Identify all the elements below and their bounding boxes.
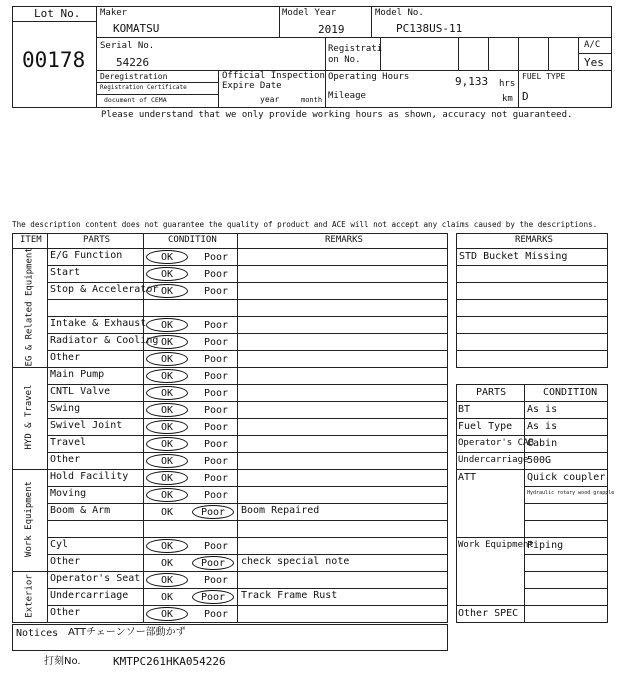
part-name: Other (50, 607, 81, 618)
right-part-name: Fuel Type (458, 421, 513, 432)
poor-option: Poor (204, 405, 229, 416)
right-part-name: Other SPEC (458, 608, 519, 619)
ok-option-selected: OK (146, 573, 188, 587)
group-label: HYD & Travel (24, 384, 34, 450)
ok-option-selected: OK (146, 284, 188, 298)
right-part-condition: Piping (527, 540, 564, 551)
table-row (47, 299, 448, 316)
stamp-label: 打刻No. (44, 656, 81, 667)
ok-option-selected: OK (146, 471, 188, 485)
part-name: Other (50, 352, 81, 363)
ok-option-selected: OK (146, 250, 188, 264)
inspection-label: Official Inspection Expire Date (222, 71, 325, 91)
operating-hours-label: Operating Hours (328, 72, 410, 82)
part-name: Radiator & Cooling (50, 335, 159, 346)
registration-label: Registrati on No. (328, 44, 383, 65)
right-part-name: Operator's CAB (458, 438, 534, 448)
mileage-label: Mileage (328, 91, 366, 101)
ok-option-selected: OK (146, 607, 188, 621)
registration-certificate-label: Registration Certificate (100, 84, 187, 91)
stamp-value: KMTPC261HKA054226 (113, 655, 226, 668)
right-part-name: BT (458, 404, 471, 415)
poor-option-selected: Poor (192, 590, 234, 604)
poor-option: Poor (204, 354, 229, 365)
maker-value: KOMATSU (113, 22, 160, 35)
ok-option-selected: OK (146, 318, 188, 332)
poor-option: Poor (204, 439, 229, 450)
part-name: Hold Facility (50, 471, 129, 482)
ok-option-selected: OK (146, 403, 188, 417)
part-name: Operator's Seat (50, 573, 141, 584)
part-name: Other (50, 454, 81, 465)
col-condition: CONDITION (168, 235, 217, 245)
part-name: Intake & Exhaust (50, 318, 147, 329)
group-label: EG & Related Equipment (24, 246, 34, 366)
poor-option: Poor (204, 337, 229, 348)
ok-option-selected: OK (146, 454, 188, 468)
poor-option: Poor (204, 286, 229, 297)
part-name: Swing (50, 403, 81, 414)
group-label: Work Equipment (24, 481, 34, 557)
part-name: Boom & Arm (50, 505, 111, 516)
part-name: Cyl (50, 539, 69, 550)
group-label: Exterior (24, 573, 34, 618)
month-label: month (301, 96, 323, 104)
year-label: year (260, 95, 280, 104)
part-name: Stop & Accelerator (50, 284, 159, 295)
ok-option-selected: OK (146, 420, 188, 434)
fuel-type-value: D (522, 90, 529, 103)
poor-option: Poor (204, 252, 229, 263)
col-parts-right: PARTS (476, 387, 507, 398)
right-part-condition: 500G (527, 455, 552, 466)
fuel-type-label: FUEL TYPE (522, 72, 566, 81)
maker-label: Maker (100, 8, 128, 18)
notices-label: Notices (16, 628, 59, 639)
remark-text: Track Frame Rust (241, 590, 338, 601)
table-row (47, 401, 448, 418)
col-remarks: REMARKS (325, 235, 363, 245)
right-part-condition: As is (527, 421, 558, 432)
table-row (47, 367, 448, 384)
ok-option-selected: OK (146, 539, 188, 553)
km-unit: km (502, 94, 513, 104)
col-condition-right: CONDITION (543, 387, 598, 398)
model-no-label: Model No. (375, 8, 424, 18)
table-row (47, 350, 448, 367)
ok-option-selected: OK (146, 352, 188, 366)
poor-option: Poor (204, 609, 229, 620)
ok-option-selected: OK (146, 386, 188, 400)
right-part-name: Undercarriage (458, 455, 529, 465)
part-name: Start (50, 267, 81, 278)
table-row (47, 486, 448, 503)
poor-option: Poor (204, 473, 229, 484)
cema-label: document of CEMA (104, 96, 167, 104)
notices-value: ATTチェーンソー部動かず (68, 627, 186, 638)
poor-option: Poor (204, 269, 229, 280)
table-row (47, 537, 448, 554)
table-row (47, 265, 448, 282)
remark-row: STD Bucket Missing (459, 251, 568, 262)
disclaimer: The description content does not guarantee the quality of product and ACE will not accept any claims caused by the descriptions. (12, 220, 598, 229)
right-part-name: Work Equipment (458, 540, 534, 550)
poor-option: Poor (204, 575, 229, 586)
ok-option-selected: OK (146, 437, 188, 451)
poor-option: Poor (204, 388, 229, 399)
operating-hours-value: 9,133 (455, 75, 489, 88)
right-part-condition-detail: Hydraulic rotary wood grapple (527, 490, 615, 496)
ok-option-selected: OK (146, 369, 188, 383)
remark-text: Boom Repaired (241, 505, 320, 516)
remark-text: check special note (241, 556, 350, 567)
lot-label: Lot No. (34, 7, 81, 20)
model-year-label: Model Year (282, 8, 337, 18)
ok-option-selected: OK (146, 267, 188, 281)
hours-notice: Please understand that we only provide working hours as shown, accuracy not guaranteed. (101, 110, 573, 120)
table-row (47, 605, 448, 622)
right-part-condition: Cabin (527, 438, 558, 449)
col-item: ITEM (20, 235, 42, 245)
serial-label: Serial No. (100, 41, 155, 51)
table-row (47, 520, 448, 537)
deregistration-label: Deregistration (100, 72, 168, 81)
right-part-condition: As is (527, 404, 558, 415)
ac-value: Yes (584, 56, 604, 69)
part-name: E/G Function (50, 250, 123, 261)
right-part-name: ATT (458, 472, 477, 483)
part-name: Undercarriage (50, 590, 129, 601)
model-no-value: PC138US-11 (396, 22, 463, 35)
part-name: Moving (50, 488, 87, 499)
ok-option-selected: OK (146, 335, 188, 349)
poor-option: Poor (204, 541, 229, 552)
table-row (47, 435, 448, 452)
poor-option-selected: Poor (192, 556, 234, 570)
right-part-condition: Quick coupler (527, 472, 606, 483)
ok-option: OK (161, 507, 174, 518)
table-row (47, 452, 448, 469)
part-name: Other (50, 556, 81, 567)
part-name: Main Pump (50, 369, 105, 380)
model-year-value: 2019 (318, 23, 345, 36)
part-name: Swivel Joint (50, 420, 123, 431)
ok-option-selected: OK (146, 488, 188, 502)
poor-option: Poor (204, 490, 229, 501)
col-parts: PARTS (83, 235, 111, 245)
hrs-unit: hrs (499, 79, 516, 89)
part-name: CNTL Valve (50, 386, 111, 397)
part-name: Travel (50, 437, 87, 448)
ok-option: OK (161, 592, 174, 603)
poor-option: Poor (204, 422, 229, 433)
serial-value: 54226 (116, 56, 150, 69)
remarks-header: REMARKS (515, 235, 553, 245)
poor-option-selected: Poor (192, 505, 234, 519)
poor-option: Poor (204, 456, 229, 467)
ok-option: OK (161, 558, 174, 569)
lot-number: 00178 (22, 48, 86, 72)
poor-option: Poor (204, 371, 229, 382)
poor-option: Poor (204, 320, 229, 331)
ac-label: A/C (584, 40, 601, 50)
